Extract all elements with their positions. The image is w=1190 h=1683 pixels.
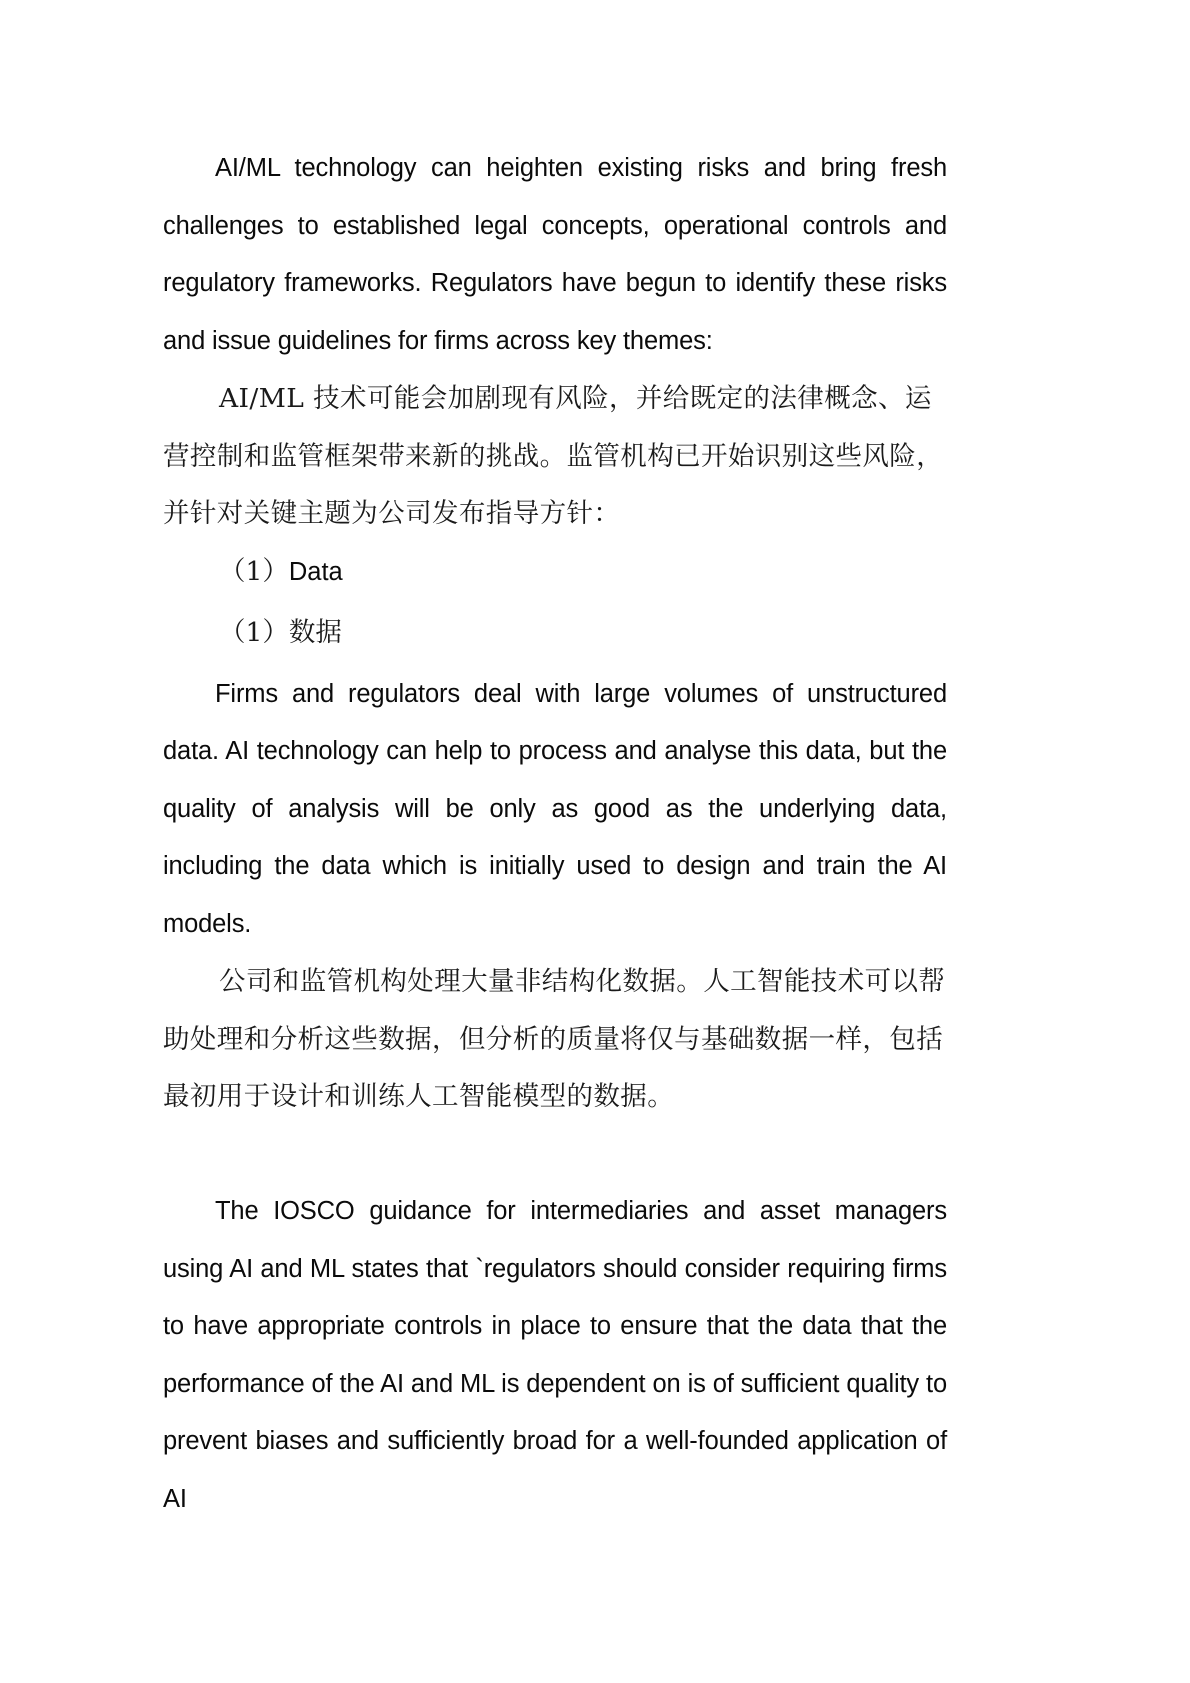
paragraph-chinese-intro: AI/ML 技术可能会加剧现有风险，并给既定的法律概念、运营控制和监管框架带来新的挑战。监管机构已开始识别这些风险，并针对关键主题为公司发布指导方针： (163, 383, 944, 529)
list-number-chinese: （1） (219, 617, 289, 648)
paragraph-english-intro: AI/ML technology can heighten existing risks and bring fresh challenges to established legal concepts, operational controls and regulatory frameworks. Regulators have begun to identify these risks and issue guidelines for firms across key themes: (163, 154, 947, 355)
list-label-chinese: 数据 (288, 617, 342, 648)
heading-data-english (163, 543, 947, 605)
paragraph-spacer (163, 1126, 947, 1184)
paragraph-chinese-data: 公司和监管机构处理大量非结构化数据。人工智能技术可以帮助处理和分析这些数据，但分析的质量将仅与基础数据一样，包括最初用于设计和训练人工智能模型的数据。 (163, 966, 946, 1112)
heading-data-chinese (163, 604, 947, 666)
paragraph-english-iosco: The IOSCO guidance for intermediaries and asset managers using AI and ML states that `regulators should consider requiring firms to have appropriate controls in place to ensure that the data that the performance of the AI and ML is dependent on is of sufficient quality to prevent biases and sufficiently broad for a well-founded application of AI (163, 1197, 947, 1513)
paragraph-english-data: Firms and regulators deal with large volumes of unstructured data. AI technology can help to process and analyse this data, but the quality of analysis will be only as good as the underlying data, including the data which is initially used to design and train the AI models. (163, 679, 947, 938)
text-column (163, 140, 947, 1528)
list-number-english: （1） (219, 555, 289, 587)
list-label-english: Data (288, 557, 343, 586)
